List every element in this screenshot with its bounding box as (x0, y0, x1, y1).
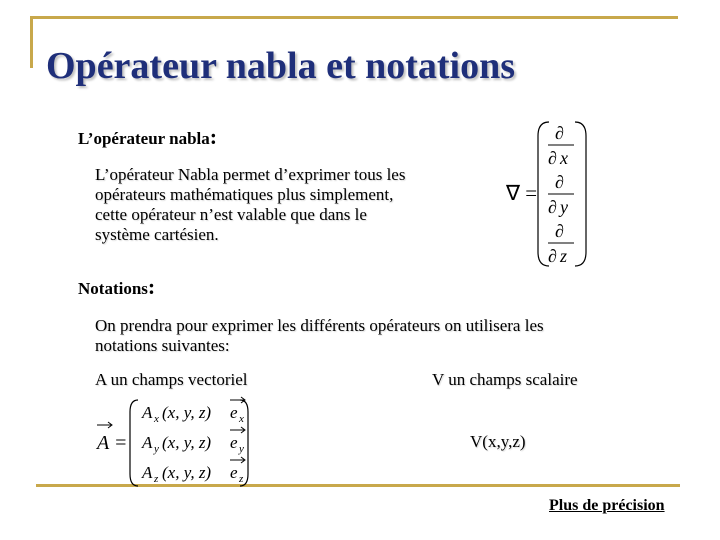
vector-field-label: A un champs vectoriel (95, 370, 248, 389)
svg-text:∂: ∂ (548, 197, 557, 217)
svg-text:x: x (239, 413, 244, 425)
svg-text:∂: ∂ (555, 123, 564, 143)
nabla-description: L’opérateur Nabla permet d’exprimer tous les opérateurs mathématiques plus simplement, cette opérateur n’est valable que dans le système cartésien. (95, 165, 406, 244)
section-heading-nabla (78, 124, 217, 150)
vector-row-x (141, 397, 245, 425)
nabla-formula (500, 116, 590, 272)
section-heading-notations-text: Notations (78, 279, 148, 298)
svg-text:z: z (154, 473, 159, 485)
vector-formula (94, 394, 264, 490)
svg-text:x: x (154, 413, 159, 425)
svg-text:(x, y, z): (x, y, z) (162, 463, 212, 482)
section-heading-nabla-text: L’opérateur nabla (78, 129, 210, 148)
section-heading-notations (78, 274, 155, 300)
section-heading-nabla-colon: : (209, 124, 218, 149)
vector-row-z (141, 457, 245, 485)
partial-z-fraction (548, 221, 574, 266)
svg-text:∂: ∂ (548, 148, 557, 168)
scalar-field-label: V un champs scalaire (432, 370, 578, 389)
frame-left-line (30, 16, 33, 68)
svg-text:y: y (239, 443, 244, 455)
svg-text:(x, y, z): (x, y, z) (162, 403, 212, 422)
svg-text:y: y (154, 443, 159, 455)
svg-text:e: e (230, 463, 238, 482)
svg-text:A: A (142, 463, 153, 482)
svg-text:∂: ∂ (555, 221, 564, 241)
svg-text:∂: ∂ (555, 172, 564, 192)
svg-text:z: z (239, 473, 244, 485)
section-heading-notations-colon: : (147, 274, 156, 299)
more-details-link[interactable]: Plus de précision (549, 497, 665, 514)
svg-text:y: y (560, 197, 568, 217)
svg-text:A: A (142, 433, 153, 452)
nabla-lhs: ∇ = (506, 181, 538, 205)
notations-description: On prendra pour exprimer les différents opérateurs on utilisera les notations suivantes: (95, 316, 544, 355)
frame-top-line (30, 16, 678, 19)
svg-text:x: x (560, 148, 568, 168)
svg-text:(x, y, z): (x, y, z) (162, 433, 212, 452)
svg-text:e: e (230, 433, 238, 452)
partial-y-fraction (548, 172, 574, 217)
slide-title: Opérateur nabla et notations (46, 45, 516, 87)
vector-lhs: A = (97, 432, 128, 454)
svg-text:e: e (230, 403, 238, 422)
svg-text:∂: ∂ (548, 246, 557, 266)
svg-text:A: A (142, 403, 153, 422)
partial-x-fraction (548, 123, 574, 168)
svg-text:z: z (560, 246, 568, 266)
vector-row-y (141, 427, 245, 455)
scalar-expression: V(x,y,z) (470, 432, 526, 451)
